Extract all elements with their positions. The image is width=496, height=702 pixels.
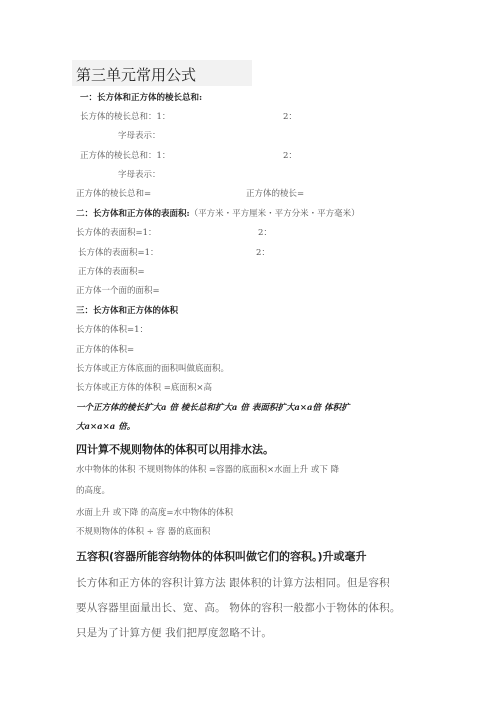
s2-line-2a: 长方体的表面积=1： [78, 248, 159, 258]
s3-line-3: 长方体或正方体底面的面积叫做底面积。 [76, 364, 230, 374]
s2-line-4: 正方体一个面的面积= [76, 286, 160, 296]
s4-line-2: 的高度。 [76, 486, 111, 496]
s3-line-5: 一个正方体的棱长扩大a 倍 棱长总和扩大a 倍 表面积扩大a×a倍 体积扩 [76, 403, 350, 413]
section-4-heading: 四计算不规则物体的体积可以用排水法。 [76, 443, 274, 456]
s1-line-5b: 正方体的棱长= [246, 189, 305, 199]
s3-line-4: 长方体或正方体的体积 =底面积×高 [76, 383, 212, 393]
section-2-heading: 二：长方体和正方体的表面积: [76, 209, 190, 219]
s5-line-3: 只是为了计算方便 我们把厚度忽略不计。 [76, 627, 273, 639]
s1-line-1b: 2： [283, 112, 297, 122]
section-5-heading: 五容积(容器所能容纳物体的体积叫做它们的容积。)升或毫升 [76, 550, 367, 563]
s3-line-6: 大a×a×a 倍。 [76, 422, 136, 432]
s3-line-1: 长方体的体积=1： [76, 325, 149, 335]
s2-line-2b: 2： [256, 248, 270, 258]
s1-line-3a: 正方体的棱长总和：1： [80, 151, 171, 161]
s1-line-5a: 正方体的棱长总和= [76, 189, 152, 199]
section-2-units: （平方米・平方厘米・平方分米・平方毫米） [189, 209, 360, 219]
s2-line-3: 正方体的表面积= [78, 267, 145, 277]
s5-line-2: 要从容器里面量出长、宽、高。 物体的容积一般都小于物体的体积。 [76, 602, 401, 614]
s2-line-1b: 2： [258, 228, 272, 238]
s1-line-3b: 2： [283, 151, 297, 161]
page-title: 第三单元常用公式 [76, 66, 197, 84]
s5-line-1: 长方体和正方体的容积计算方法 跟体积的计算方法相同。但是容积 [76, 577, 390, 589]
s1-line-2: 字母表示： [118, 131, 161, 141]
section-2-heading-row [76, 207, 360, 219]
s3-line-2: 正方体的体积= [76, 345, 135, 355]
s1-line-4: 字母表示： [118, 170, 161, 180]
section-1-heading: 一：长方体和正方体的棱长总和: [80, 93, 203, 103]
s4-line-4: 不规则物体的体积 ÷ 容 器的底面积 [76, 527, 211, 537]
s2-line-1a: 长方体的表面积=1： [76, 228, 157, 238]
s1-line-1a: 长方体的棱长总和：1： [80, 112, 171, 122]
s4-line-3: 水面上升 或下降 的高度=水中物体的体积 [76, 508, 234, 518]
section-3-heading: 三：长方体和正方体的体积 [76, 306, 179, 316]
s4-line-1: 水中物体的体积 不规则物体的体积 =容器的底面积×水面上升 或下 降 [76, 465, 340, 475]
